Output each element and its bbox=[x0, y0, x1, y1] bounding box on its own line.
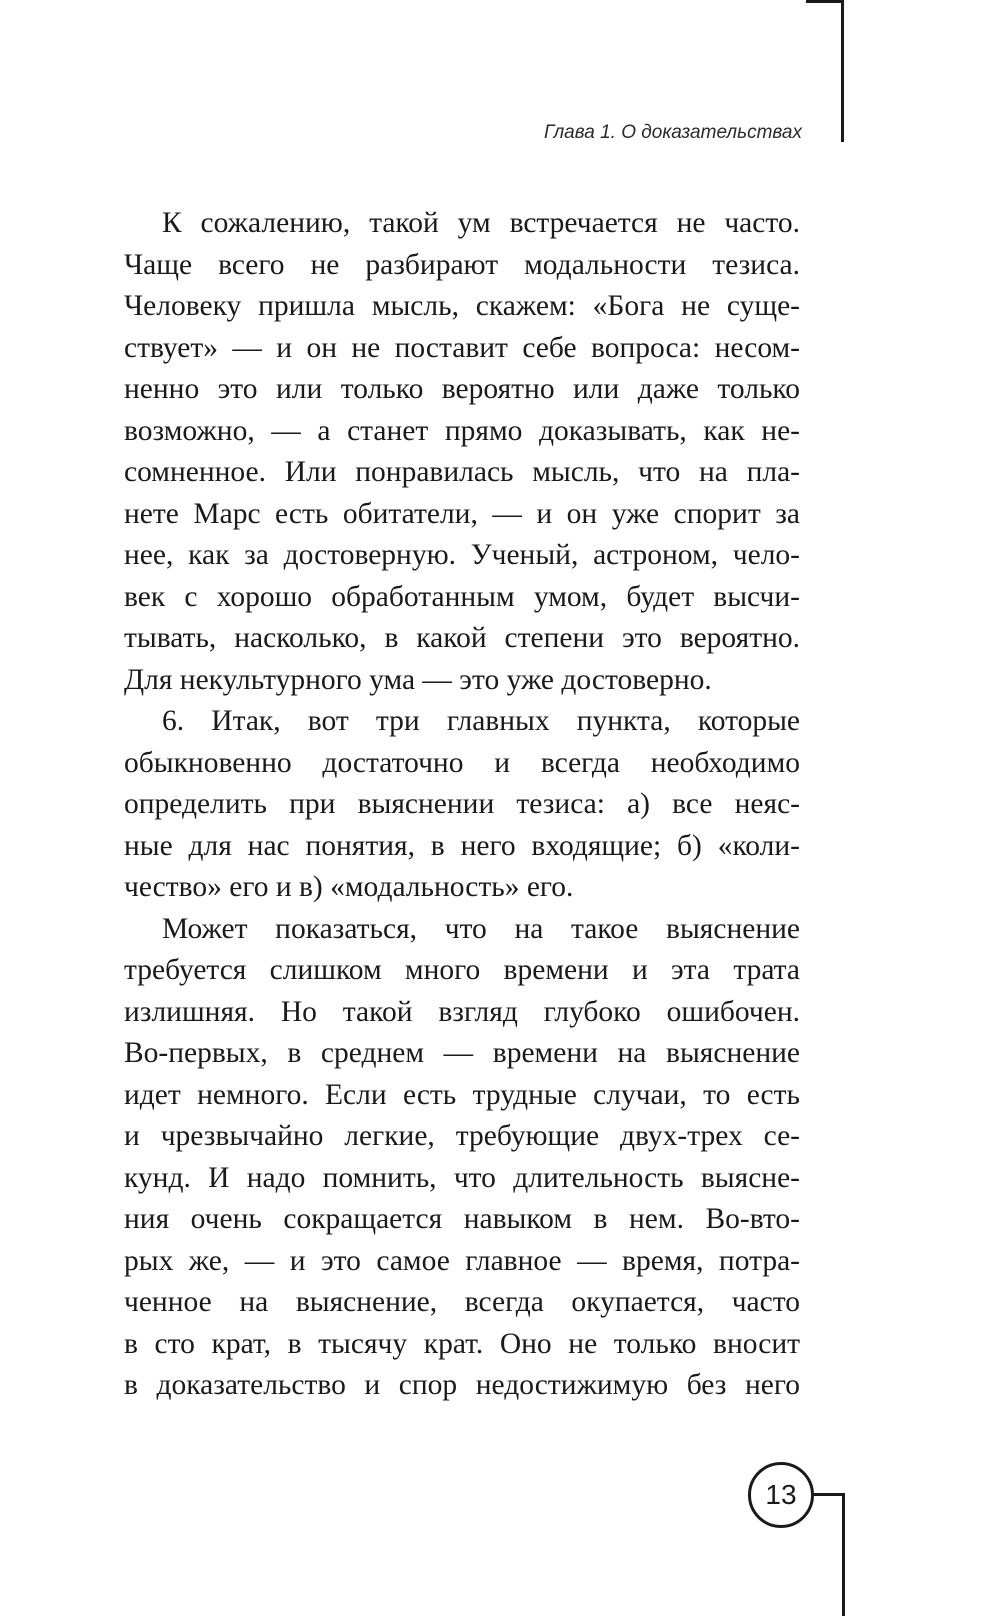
text-line: кунд. И надо помнить, что длительность выясне- bbox=[124, 1161, 800, 1194]
text-line: обыкновенно достаточно и всегда необходимо bbox=[124, 746, 800, 779]
corner-mark-bottom-vertical bbox=[842, 1493, 845, 1616]
text-line: Во-первых, в среднем — времени на выяснение bbox=[124, 1037, 800, 1069]
text-line: рых же, — и это самое главное — время, потра- bbox=[124, 1244, 800, 1277]
text-line: ченное на выяснение, всегда окупается, часто bbox=[124, 1286, 800, 1318]
text-line: требуется слишком много времени и эта трата bbox=[124, 954, 800, 986]
text-line: Может показаться, что на такое выяснение bbox=[162, 912, 800, 945]
text-line: век с хорошо обработанным умом, будет высчи- bbox=[124, 580, 800, 613]
text-line: К сожалению, такой ум встречается не часто. bbox=[162, 207, 800, 239]
text-line: 6. Итак, вот три главных пункта, которые bbox=[162, 705, 800, 737]
text-line: в сто крат, в тысячу крат. Оно не только вносит bbox=[124, 1327, 800, 1360]
text-line: сомненное. Или понравилась мысль, что на пла- bbox=[124, 456, 800, 488]
text-line: тывать, насколько, в какой степени это вероятно. bbox=[124, 622, 800, 654]
text-line: идет немного. Если есть трудные случаи, то есть bbox=[124, 1078, 800, 1111]
text-line: и чрезвычайно легкие, требующие двух-трех се- bbox=[124, 1120, 800, 1152]
text-line: Для некультурного ума — это уже достоверно. bbox=[124, 663, 712, 696]
text-line: возможно, — а станет прямо доказывать, как не- bbox=[124, 414, 800, 447]
text-line: нее, как за достоверную. Ученый, астроном, чело- bbox=[124, 539, 800, 571]
corner-mark-top-vertical bbox=[841, 0, 844, 142]
corner-mark-bottom-horizontal bbox=[813, 1493, 845, 1496]
text-line: ствует» — и он не поставит себе вопроса: несом- bbox=[124, 331, 800, 364]
text-line: определить при выяснении тезиса: а) все неяс- bbox=[124, 788, 800, 820]
text-line: ния очень сокращается навыком в нем. Во-вто- bbox=[124, 1203, 800, 1235]
text-line: ные для нас понятия, в него входящие; б) «коли- bbox=[124, 829, 800, 862]
text-line: Человеку пришла мысль, скажем: «Бога не суще- bbox=[124, 290, 800, 322]
body-text bbox=[124, 203, 800, 1407]
text-line: чество» его и в) «модальность» его. bbox=[124, 871, 574, 903]
text-line: в доказательство и спор недостижимую без него bbox=[124, 1369, 800, 1401]
page-number: 13 bbox=[748, 1462, 814, 1528]
running-header: Глава 1. О доказательствах bbox=[543, 122, 802, 143]
text-line: ненно это или только вероятно или даже только bbox=[124, 373, 800, 405]
text-line: нете Марс есть обитатели, — и он уже спорит за bbox=[124, 497, 800, 530]
corner-mark-top-horizontal bbox=[806, 0, 844, 3]
text-line: Чаще всего не разбирают модальности тезиса. bbox=[124, 248, 800, 281]
text-line: излишняя. Но такой взгляд глубоко ошибочен. bbox=[124, 995, 800, 1028]
